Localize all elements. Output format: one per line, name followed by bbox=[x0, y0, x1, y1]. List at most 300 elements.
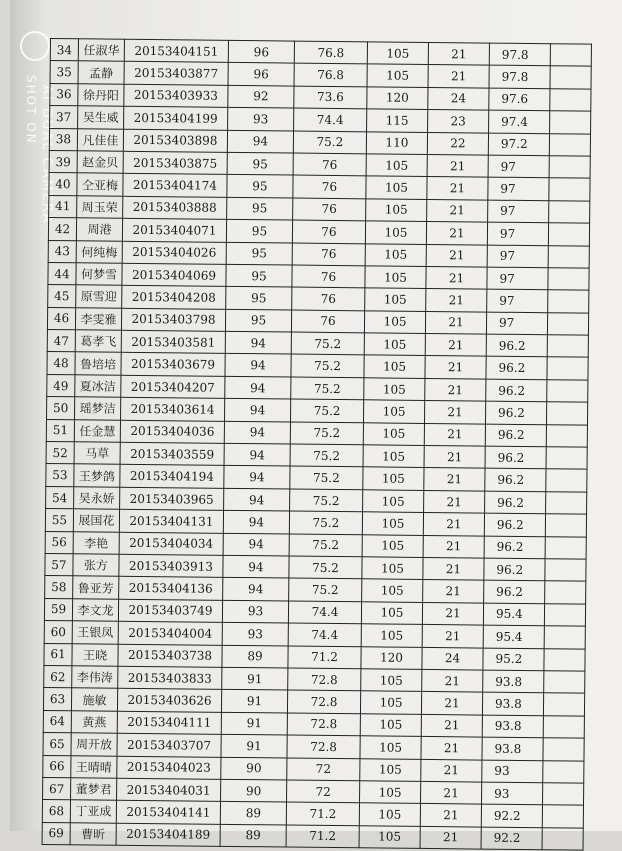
final-score-cell: 97 bbox=[487, 222, 548, 245]
bonus-weighted-cell: 21 bbox=[423, 580, 484, 603]
student-name-cell: 施敏 bbox=[71, 688, 117, 711]
row-number-cell: 65 bbox=[43, 733, 71, 756]
bonus-weighted-cell: 21 bbox=[426, 222, 487, 245]
raw-score-cell: 95 bbox=[225, 309, 291, 332]
bonus-total-cell: 105 bbox=[364, 310, 425, 333]
student-id-cell: 20153404111 bbox=[117, 711, 221, 734]
student-name-cell: 丁亚成 bbox=[70, 800, 116, 823]
empty-cell bbox=[546, 424, 587, 447]
final-score-cell: 93.8 bbox=[482, 737, 543, 760]
final-score-cell: 93 bbox=[481, 782, 542, 805]
bonus-total-cell: 105 bbox=[362, 579, 423, 602]
empty-cell bbox=[550, 66, 591, 89]
row-number-cell: 40 bbox=[49, 173, 77, 196]
weighted-score-cell: 75.2 bbox=[290, 466, 363, 489]
bonus-total-cell: 105 bbox=[360, 758, 421, 781]
bonus-weighted-cell: 21 bbox=[422, 625, 483, 648]
empty-cell bbox=[550, 111, 591, 134]
row-number-cell: 64 bbox=[43, 710, 71, 733]
raw-score-cell: 94 bbox=[224, 421, 290, 444]
weighted-score-cell: 76 bbox=[292, 243, 365, 266]
student-name-cell: 展国花 bbox=[73, 509, 119, 532]
bonus-total-cell: 105 bbox=[366, 154, 427, 177]
final-score-cell: 93 bbox=[482, 760, 543, 783]
raw-score-cell: 91 bbox=[222, 667, 288, 690]
bonus-total-cell: 105 bbox=[365, 288, 426, 311]
row-number-cell: 49 bbox=[47, 374, 75, 397]
row-number-cell: 67 bbox=[43, 777, 71, 800]
weighted-score-cell: 75.2 bbox=[291, 377, 364, 400]
bonus-weighted-cell: 24 bbox=[428, 87, 489, 110]
student-id-cell: 20153404207 bbox=[121, 375, 225, 398]
student-name-cell: 李艳 bbox=[73, 531, 119, 554]
bonus-weighted-cell: 21 bbox=[426, 289, 487, 312]
row-number-cell: 35 bbox=[50, 61, 78, 84]
weighted-score-cell: 75.2 bbox=[291, 332, 364, 355]
final-score-cell: 96.2 bbox=[486, 357, 547, 380]
final-score-cell: 93.8 bbox=[482, 692, 543, 715]
bonus-weighted-cell: 22 bbox=[427, 132, 488, 155]
student-name-cell: 鲁培培 bbox=[75, 352, 121, 375]
weighted-score-cell: 75.2 bbox=[289, 511, 362, 534]
weighted-score-cell: 73.6 bbox=[294, 86, 367, 109]
empty-cell bbox=[546, 402, 587, 425]
student-name-cell: 周开放 bbox=[71, 733, 117, 756]
empty-cell bbox=[542, 783, 583, 806]
student-name-cell: 仝亚梅 bbox=[77, 173, 123, 196]
row-number-cell: 56 bbox=[45, 531, 73, 554]
student-id-cell: 20153403707 bbox=[117, 733, 221, 756]
student-id-cell: 20153404151 bbox=[124, 39, 228, 62]
student-name-cell: 孟静 bbox=[78, 61, 124, 84]
student-id-cell: 20153404174 bbox=[123, 174, 227, 197]
weighted-score-cell: 75.2 bbox=[291, 355, 364, 378]
weighted-score-cell: 74.4 bbox=[294, 108, 367, 131]
bonus-total-cell: 105 bbox=[366, 176, 427, 199]
bonus-total-cell: 105 bbox=[364, 355, 425, 378]
row-number-cell: 69 bbox=[42, 822, 70, 845]
row-number-cell: 58 bbox=[45, 576, 73, 599]
final-score-cell: 96.2 bbox=[484, 513, 545, 536]
raw-score-cell: 94 bbox=[223, 533, 289, 556]
weighted-score-cell: 76 bbox=[293, 175, 366, 198]
bonus-weighted-cell: 21 bbox=[424, 468, 485, 491]
student-name-cell: 夏冰洁 bbox=[75, 375, 121, 398]
row-number-cell: 46 bbox=[47, 307, 75, 330]
student-id-cell: 20153404194 bbox=[120, 465, 224, 488]
student-id-cell: 20153404208 bbox=[122, 286, 226, 309]
student-id-cell: 20153403626 bbox=[117, 689, 221, 712]
student-name-cell: 原雪迎 bbox=[76, 285, 122, 308]
student-id-cell: 20153403798 bbox=[121, 308, 225, 331]
student-name-cell: 何梦雪 bbox=[76, 263, 122, 286]
bonus-weighted-cell: 21 bbox=[428, 42, 489, 65]
bonus-weighted-cell: 21 bbox=[423, 513, 484, 536]
empty-cell bbox=[548, 290, 589, 313]
student-id-cell: 20153403559 bbox=[120, 442, 224, 465]
bonus-total-cell: 105 bbox=[360, 691, 421, 714]
raw-score-cell: 91 bbox=[221, 734, 287, 757]
bonus-weighted-cell: 21 bbox=[425, 311, 486, 334]
bonus-weighted-cell: 21 bbox=[427, 154, 488, 177]
raw-score-cell: 94 bbox=[224, 443, 290, 466]
student-id-cell: 20153403913 bbox=[119, 554, 223, 577]
final-score-cell: 97 bbox=[488, 200, 549, 223]
student-name-cell: 张方 bbox=[73, 554, 119, 577]
student-id-cell: 20153403738 bbox=[118, 644, 222, 667]
bonus-weighted-cell: 21 bbox=[421, 714, 482, 737]
student-id-cell: 20153404189 bbox=[116, 823, 220, 846]
final-score-cell: 96.2 bbox=[485, 446, 546, 469]
weighted-score-cell: 76.8 bbox=[294, 63, 367, 86]
student-id-cell: 20153403581 bbox=[121, 330, 225, 353]
bonus-total-cell: 120 bbox=[367, 87, 428, 110]
student-name-cell: 何纯梅 bbox=[76, 240, 122, 263]
weighted-score-cell: 75.2 bbox=[290, 444, 363, 467]
bonus-weighted-cell: 21 bbox=[420, 826, 481, 849]
final-score-cell: 92.2 bbox=[481, 804, 542, 827]
student-id-cell: 20153404141 bbox=[116, 801, 220, 824]
student-id-cell: 20153404199 bbox=[124, 106, 228, 129]
student-name-cell: 任金慧 bbox=[74, 419, 120, 442]
student-name-cell: 黄燕 bbox=[71, 710, 117, 733]
row-number-cell: 60 bbox=[44, 621, 72, 644]
bonus-total-cell: 105 bbox=[363, 400, 424, 423]
row-number-cell: 55 bbox=[45, 509, 73, 532]
row-number-cell: 34 bbox=[50, 39, 78, 62]
weighted-score-cell: 75.2 bbox=[289, 578, 362, 601]
table-row bbox=[42, 822, 583, 850]
row-number-cell: 53 bbox=[46, 464, 74, 487]
student-id-cell: 20153404036 bbox=[120, 420, 224, 443]
raw-score-cell: 94 bbox=[225, 354, 291, 377]
empty-cell bbox=[545, 559, 586, 582]
bonus-total-cell: 105 bbox=[366, 199, 427, 222]
student-id-cell: 20153403875 bbox=[123, 151, 227, 174]
weighted-score-cell: 76 bbox=[292, 220, 365, 243]
weighted-score-cell: 76.8 bbox=[294, 41, 367, 64]
bonus-weighted-cell: 21 bbox=[421, 737, 482, 760]
bonus-total-cell: 105 bbox=[364, 333, 425, 356]
bonus-total-cell: 105 bbox=[362, 557, 423, 580]
weighted-score-cell: 71.2 bbox=[286, 802, 359, 825]
student-name-cell: 任淑华 bbox=[78, 39, 124, 62]
row-number-cell: 62 bbox=[44, 665, 72, 688]
student-name-cell: 徐丹阳 bbox=[78, 84, 124, 107]
empty-cell bbox=[548, 268, 589, 291]
row-number-cell: 57 bbox=[45, 553, 73, 576]
student-id-cell: 20153403679 bbox=[121, 353, 225, 376]
final-score-cell: 95.4 bbox=[483, 625, 544, 648]
final-score-cell: 96.2 bbox=[485, 401, 546, 424]
empty-cell bbox=[549, 133, 590, 156]
watermark-line1: SHOT ON bbox=[24, 75, 38, 145]
student-id-cell: 20153404023 bbox=[117, 756, 221, 779]
bonus-weighted-cell: 23 bbox=[428, 110, 489, 133]
empty-cell bbox=[550, 44, 591, 67]
final-score-cell: 93.8 bbox=[483, 670, 544, 693]
student-name-cell: 李雯雅 bbox=[75, 307, 121, 330]
row-number-cell: 63 bbox=[43, 688, 71, 711]
bonus-total-cell: 105 bbox=[362, 512, 423, 535]
raw-score-cell: 93 bbox=[222, 600, 288, 623]
bonus-total-cell: 105 bbox=[363, 445, 424, 468]
bonus-total-cell: 105 bbox=[363, 490, 424, 513]
raw-score-cell: 93 bbox=[228, 108, 294, 131]
weighted-score-cell: 74.4 bbox=[288, 623, 361, 646]
weighted-score-cell: 72 bbox=[287, 758, 360, 781]
empty-cell bbox=[543, 760, 584, 783]
bonus-weighted-cell: 21 bbox=[421, 759, 482, 782]
final-score-cell: 97 bbox=[487, 267, 548, 290]
student-name-cell: 李伟涛 bbox=[72, 666, 118, 689]
weighted-score-cell: 75.2 bbox=[290, 489, 363, 512]
row-number-cell: 43 bbox=[48, 240, 76, 263]
empty-cell bbox=[544, 603, 585, 626]
weighted-score-cell: 75.2 bbox=[290, 399, 363, 422]
bonus-weighted-cell: 21 bbox=[421, 692, 482, 715]
row-number-cell: 39 bbox=[49, 150, 77, 173]
bonus-weighted-cell: 21 bbox=[425, 334, 486, 357]
raw-score-cell: 95 bbox=[227, 152, 293, 175]
final-score-cell: 92.2 bbox=[481, 827, 542, 850]
bonus-weighted-cell: 21 bbox=[428, 65, 489, 88]
final-score-cell: 97.2 bbox=[488, 133, 549, 156]
weighted-score-cell: 75.2 bbox=[289, 556, 362, 579]
row-number-cell: 44 bbox=[48, 262, 76, 285]
student-name-cell: 董梦君 bbox=[71, 778, 117, 801]
bonus-total-cell: 115 bbox=[367, 109, 428, 132]
row-number-cell: 51 bbox=[46, 419, 74, 442]
student-id-cell: 20153404131 bbox=[119, 509, 223, 532]
empty-cell bbox=[546, 447, 587, 470]
bonus-weighted-cell: 21 bbox=[424, 401, 485, 424]
empty-cell bbox=[542, 805, 583, 828]
empty-cell bbox=[543, 715, 584, 738]
bonus-weighted-cell: 21 bbox=[422, 602, 483, 625]
raw-score-cell: 94 bbox=[225, 376, 291, 399]
empty-cell bbox=[547, 357, 588, 380]
bonus-total-cell: 105 bbox=[365, 243, 426, 266]
student-id-cell: 20153403933 bbox=[124, 84, 228, 107]
student-id-cell: 20153403749 bbox=[118, 599, 222, 622]
bonus-total-cell: 105 bbox=[360, 781, 421, 804]
student-name-cell: 吴永娇 bbox=[74, 487, 120, 510]
student-name-cell: 马草 bbox=[74, 442, 120, 465]
row-number-cell: 41 bbox=[49, 195, 77, 218]
bonus-total-cell: 105 bbox=[365, 221, 426, 244]
student-id-cell: 20153403877 bbox=[124, 62, 228, 85]
empty-cell bbox=[546, 469, 587, 492]
bonus-total-cell: 105 bbox=[365, 266, 426, 289]
final-score-cell: 97 bbox=[488, 155, 549, 178]
student-id-cell: 20153403614 bbox=[121, 398, 225, 421]
weighted-score-cell: 72.8 bbox=[287, 690, 360, 713]
student-id-cell: 20153403898 bbox=[123, 129, 227, 152]
bonus-total-cell: 105 bbox=[360, 714, 421, 737]
weighted-score-cell: 76 bbox=[291, 310, 364, 333]
student-name-cell: 曹昕 bbox=[70, 822, 116, 845]
student-id-cell: 20153404004 bbox=[118, 621, 222, 644]
bonus-weighted-cell: 21 bbox=[423, 535, 484, 558]
final-score-cell: 96.2 bbox=[486, 379, 547, 402]
raw-score-cell: 95 bbox=[227, 197, 293, 220]
student-name-cell: 王梦鸽 bbox=[74, 464, 120, 487]
student-name-cell: 周港 bbox=[76, 218, 122, 241]
empty-cell bbox=[544, 626, 585, 649]
row-number-cell: 52 bbox=[46, 442, 74, 465]
raw-score-cell: 93 bbox=[222, 622, 288, 645]
final-score-cell: 96.2 bbox=[485, 469, 546, 492]
raw-score-cell: 94 bbox=[227, 130, 293, 153]
empty-cell bbox=[548, 223, 589, 246]
empty-cell bbox=[550, 89, 591, 112]
student-name-cell: 李文龙 bbox=[72, 599, 118, 622]
raw-score-cell: 95 bbox=[227, 175, 293, 198]
empty-cell bbox=[549, 156, 590, 179]
student-id-cell: 20153404031 bbox=[117, 778, 221, 801]
final-score-cell: 93.8 bbox=[482, 715, 543, 738]
raw-score-cell: 94 bbox=[224, 466, 290, 489]
empty-cell bbox=[545, 536, 586, 559]
weighted-score-cell: 76 bbox=[293, 198, 366, 221]
score-table bbox=[42, 38, 592, 851]
bonus-weighted-cell: 21 bbox=[424, 445, 485, 468]
row-number-cell: 37 bbox=[50, 106, 78, 129]
final-score-cell: 95.4 bbox=[483, 603, 544, 626]
final-score-cell: 95.2 bbox=[483, 648, 544, 671]
weighted-score-cell: 71.2 bbox=[288, 646, 361, 669]
row-number-cell: 68 bbox=[42, 800, 70, 823]
weighted-score-cell: 75.2 bbox=[293, 131, 366, 154]
camera-lens-icon bbox=[20, 31, 50, 61]
raw-score-cell: 89 bbox=[222, 645, 288, 668]
row-number-cell: 66 bbox=[43, 755, 71, 778]
final-score-cell: 97 bbox=[487, 289, 548, 312]
bonus-total-cell: 110 bbox=[366, 131, 427, 154]
bonus-weighted-cell: 21 bbox=[425, 356, 486, 379]
final-score-cell: 97.8 bbox=[489, 43, 550, 66]
final-score-cell: 96.2 bbox=[484, 536, 545, 559]
row-number-cell: 54 bbox=[46, 486, 74, 509]
final-score-cell: 96.2 bbox=[485, 491, 546, 514]
bonus-total-cell: 105 bbox=[359, 803, 420, 826]
bonus-weighted-cell: 21 bbox=[424, 423, 485, 446]
row-number-cell: 59 bbox=[44, 598, 72, 621]
bonus-weighted-cell: 21 bbox=[420, 804, 481, 827]
row-number-cell: 45 bbox=[48, 285, 76, 308]
raw-score-cell: 94 bbox=[225, 331, 291, 354]
student-id-cell: 20153404136 bbox=[119, 577, 223, 600]
weighted-score-cell: 71.2 bbox=[286, 825, 359, 848]
raw-score-cell: 91 bbox=[221, 690, 287, 713]
empty-cell bbox=[548, 245, 589, 268]
raw-score-cell: 96 bbox=[228, 40, 294, 63]
student-id-cell: 20153403888 bbox=[123, 196, 227, 219]
bonus-total-cell: 105 bbox=[360, 736, 421, 759]
student-id-cell: 20153404026 bbox=[122, 241, 226, 264]
weighted-score-cell: 75.2 bbox=[289, 534, 362, 557]
final-score-cell: 97 bbox=[488, 177, 549, 200]
bonus-total-cell: 105 bbox=[359, 825, 420, 848]
bonus-total-cell: 105 bbox=[364, 378, 425, 401]
student-id-cell: 20153404071 bbox=[122, 218, 226, 241]
empty-cell bbox=[547, 335, 588, 358]
empty-cell bbox=[544, 671, 585, 694]
raw-score-cell: 91 bbox=[221, 712, 287, 735]
raw-score-cell: 96 bbox=[228, 63, 294, 86]
raw-score-cell: 94 bbox=[224, 488, 290, 511]
empty-cell bbox=[545, 581, 586, 604]
final-score-cell: 96.2 bbox=[484, 580, 545, 603]
raw-score-cell: 90 bbox=[221, 779, 287, 802]
row-number-cell: 38 bbox=[49, 128, 77, 151]
bonus-total-cell: 105 bbox=[361, 669, 422, 692]
bonus-total-cell: 105 bbox=[363, 467, 424, 490]
bonus-weighted-cell: 21 bbox=[426, 244, 487, 267]
row-number-cell: 36 bbox=[50, 83, 78, 106]
raw-score-cell: 89 bbox=[220, 802, 286, 825]
raw-score-cell: 94 bbox=[223, 578, 289, 601]
student-id-cell: 20153403965 bbox=[120, 487, 224, 510]
raw-score-cell: 92 bbox=[228, 85, 294, 108]
student-name-cell: 瑶梦洁 bbox=[75, 397, 121, 420]
bonus-weighted-cell: 21 bbox=[426, 266, 487, 289]
bonus-weighted-cell: 21 bbox=[427, 199, 488, 222]
student-name-cell: 凡佳佳 bbox=[77, 128, 123, 151]
weighted-score-cell: 76 bbox=[292, 287, 365, 310]
bonus-total-cell: 105 bbox=[367, 64, 428, 87]
bonus-total-cell: 105 bbox=[362, 534, 423, 557]
bonus-total-cell: 105 bbox=[367, 42, 428, 65]
student-id-cell: 20153404069 bbox=[122, 263, 226, 286]
student-id-cell: 20153404034 bbox=[119, 532, 223, 555]
weighted-score-cell: 76 bbox=[292, 265, 365, 288]
final-score-cell: 96.2 bbox=[486, 334, 547, 357]
final-score-cell: 96.2 bbox=[484, 558, 545, 581]
student-name-cell: 王银凤 bbox=[72, 621, 118, 644]
bonus-weighted-cell: 24 bbox=[422, 647, 483, 670]
student-name-cell: 吴生威 bbox=[78, 106, 124, 129]
row-number-cell: 42 bbox=[48, 218, 76, 241]
empty-cell bbox=[547, 380, 588, 403]
row-number-cell: 61 bbox=[44, 643, 72, 666]
raw-score-cell: 94 bbox=[223, 555, 289, 578]
raw-score-cell: 89 bbox=[220, 824, 286, 847]
weighted-score-cell: 76 bbox=[293, 153, 366, 176]
bonus-weighted-cell: 21 bbox=[424, 490, 485, 513]
empty-cell bbox=[543, 693, 584, 716]
row-number-cell: 50 bbox=[47, 397, 75, 420]
raw-score-cell: 95 bbox=[226, 219, 292, 242]
bonus-total-cell: 105 bbox=[361, 624, 422, 647]
empty-cell bbox=[549, 200, 590, 223]
final-score-cell: 97.6 bbox=[489, 88, 550, 111]
raw-score-cell: 95 bbox=[226, 264, 292, 287]
student-name-cell: 赵金贝 bbox=[77, 151, 123, 174]
student-name-cell: 王晓 bbox=[72, 643, 118, 666]
weighted-score-cell: 72 bbox=[287, 780, 360, 803]
weighted-score-cell: 72.8 bbox=[287, 735, 360, 758]
weighted-score-cell: 75.2 bbox=[290, 422, 363, 445]
empty-cell bbox=[543, 738, 584, 761]
final-score-cell: 97.4 bbox=[489, 110, 550, 133]
student-name-cell: 王晴晴 bbox=[71, 755, 117, 778]
bonus-weighted-cell: 21 bbox=[427, 177, 488, 200]
weighted-score-cell: 74.4 bbox=[288, 601, 361, 624]
bonus-total-cell: 105 bbox=[361, 602, 422, 625]
bonus-total-cell: 120 bbox=[361, 646, 422, 669]
